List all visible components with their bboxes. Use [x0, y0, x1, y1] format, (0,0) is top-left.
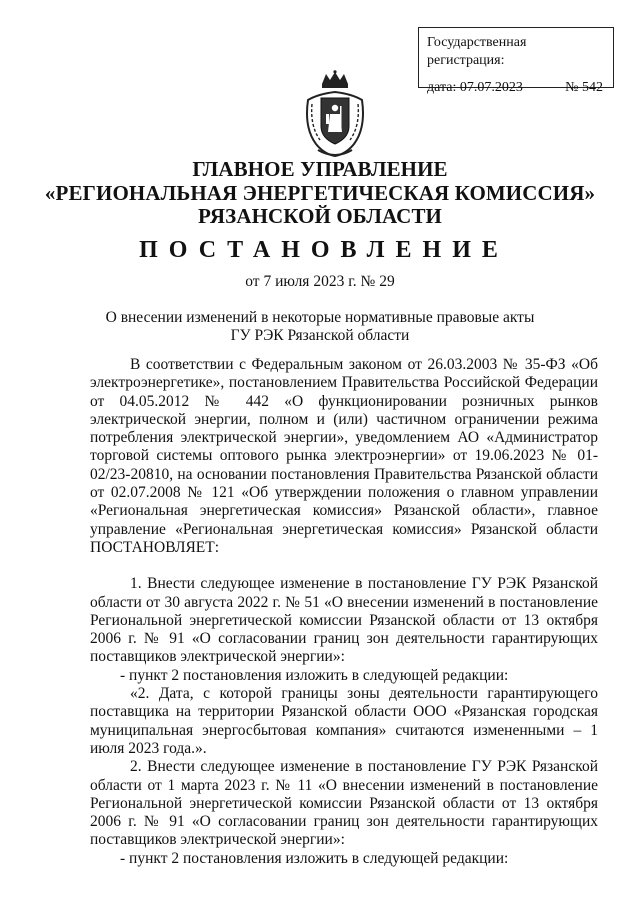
coat-of-arms-icon: [302, 70, 368, 158]
decree-subject: [0, 309, 640, 345]
item-1-quote-paragraph: «2. Дата, с которой границы зоны деятельности гарантирующего поставщика на территории Рязанской области ООО «Рязанская городская муниципальная энергосбытовая компания» считаются измененными – 1 июля 2023 года.».: [90, 685, 598, 757]
preamble-paragraph: В соответствии с Федеральным законом от 26.03.2003 № 35-ФЗ «Об электроэнергетике», постановлением Правительства Российской Федерации от 04.05.2012 № 442 «О функционировании розничных рынков электрической энергии, полном и (или) частичном ограничении режима потребления электрической энергии», уведомлением АО «Администратор торговой системы оптового рынка электроэнергии» от 19.06.2023 № 01-02/23-20810, на основании постановления Правительства Рязанской области от 02.07.2008 № 121 «Об утверждении положения о главном управлении «Региональная энергетическая комиссия» Рязанской области», главное управление «Региональная энергетическая комиссия» Рязанской области ПОСТАНОВЛЯЕТ:: [90, 356, 598, 556]
registration-date: дата: 07.07.2023: [427, 80, 523, 95]
item-1-paragraph: 1. Внести следующее изменение в постановление ГУ РЭК Рязанской области от 30 августа 2022 г. № 51 «О внесении изменений в постановление Региональной энергетической комиссии Рязанской области от 13 октября 2006 г. № 91 «О согласовании границ зон деятельности гарантирующих поставщиков электрической энергии»:: [90, 575, 598, 666]
authority-name-line2: «РЕГИОНАЛЬНАЯ ЭНЕРГЕТИЧЕСКАЯ КОМИССИЯ»: [44, 181, 596, 205]
decree-title: ПОСТАНОВЛЕНИЕ: [139, 237, 509, 263]
registration-number: № 542: [565, 80, 603, 95]
subject-line1: О внесении изменений в некоторые нормативные правовые акты: [105, 309, 535, 326]
registration-label: Государственная регистрация:: [427, 35, 527, 68]
item-2-paragraph: 2. Внести следующее изменение в постановление ГУ РЭК Рязанской области от 1 марта 2023 г. № 11 «О внесении изменений в постановление Региональной энергетической комиссии Рязанской области от 13 октября 2006 г. № 91 «О согласовании границ зон деятельности гарантирующих поставщиков электрической энергии»:: [90, 758, 598, 849]
item-1-dash-paragraph: - пункт 2 постановления изложить в следующей редакции:: [120, 666, 509, 684]
item-2-dash-paragraph: - пункт 2 постановления изложить в следующей редакции:: [120, 849, 509, 867]
registration-stamp: [418, 27, 614, 95]
subject-line2: ГУ РЭК Рязанской области: [230, 327, 410, 344]
registration-details: [427, 79, 607, 97]
authority-name-line3: РЯЗАНСКОЙ ОБЛАСТИ: [198, 204, 442, 228]
decree-body: [90, 356, 598, 868]
authority-name-line1: ГЛАВНОЕ УПРАВЛЕНИЕ: [192, 157, 448, 181]
decree-date-number: от 7 июля 2023 г. № 29: [245, 273, 395, 290]
